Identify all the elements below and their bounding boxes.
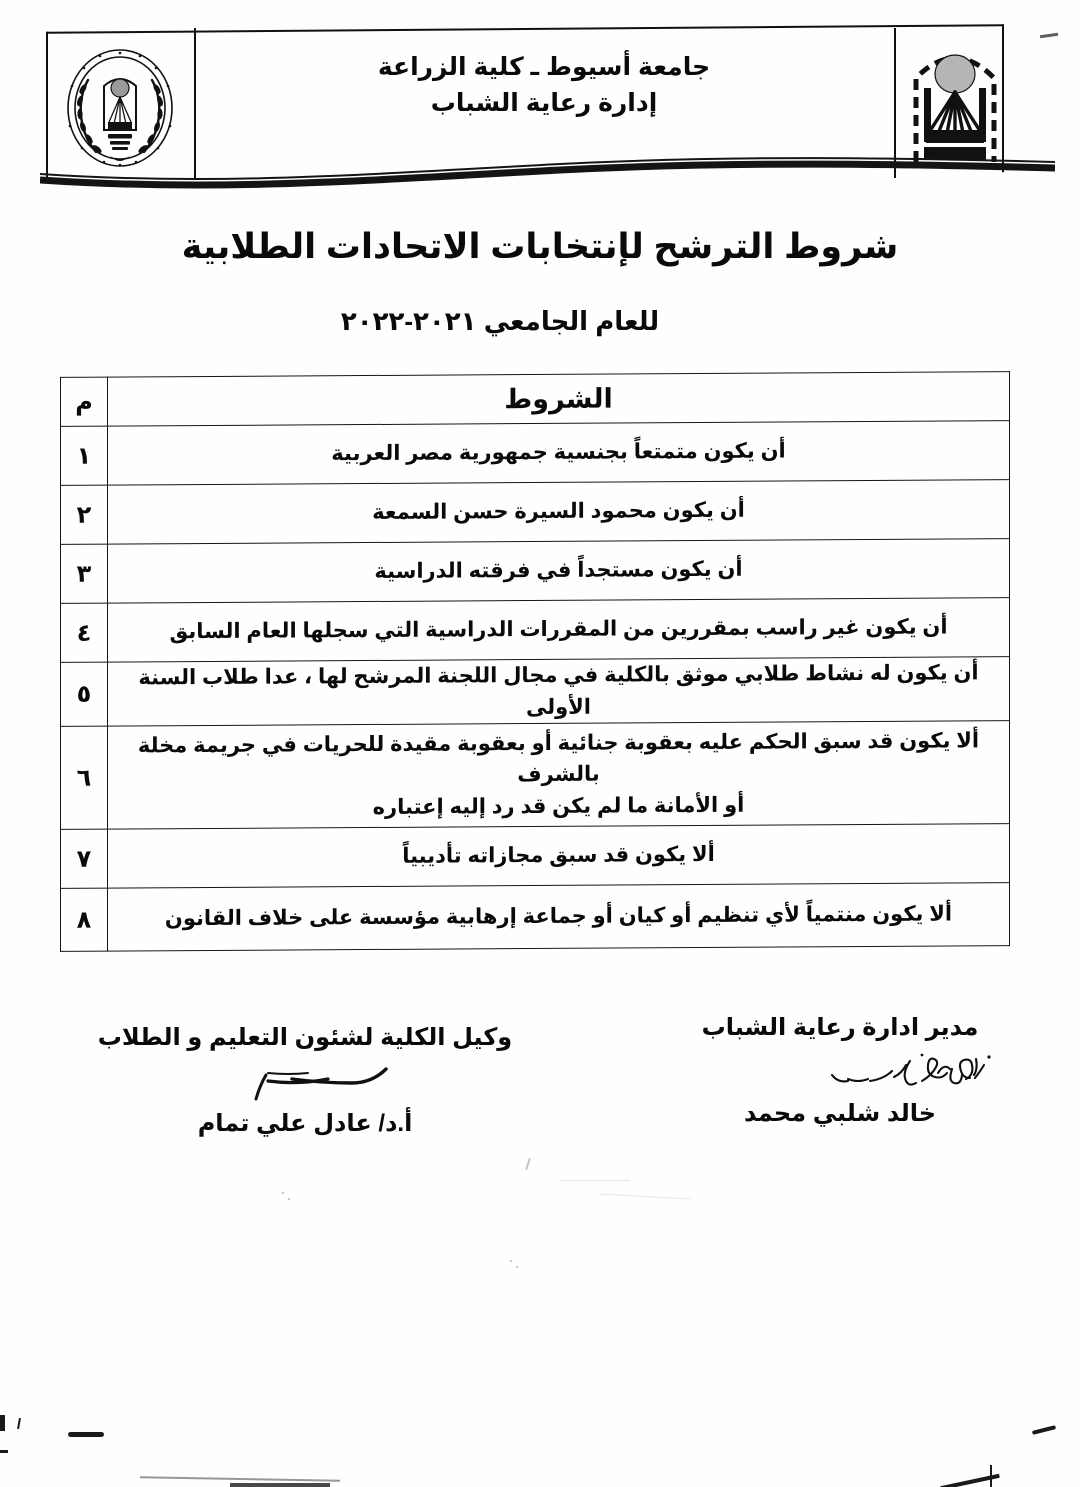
table-row [61,657,1010,727]
condition-text [108,721,1010,830]
table-row [61,480,1010,545]
condition-line-1: أن يكون متمتعاً بجنسية جمهورية مصر العربية [331,439,786,466]
signature-title: مدير ادارة رعاية الشباب [701,1014,979,1041]
handwritten-signature-icon [70,1053,540,1109]
condition-number: ٣ [61,544,108,603]
signature-block-youth-director [650,1012,1030,1128]
scan-edge-artifact [940,1474,1000,1487]
scan-artifact [516,1266,518,1268]
condition-number: ٦ [61,726,108,829]
page-title: شروط الترشح لإنتخابات الاتحادات الطلابية [181,227,899,266]
signature-block-vice-dean [70,1022,540,1138]
scan-edge-artifact [1032,1425,1056,1435]
table-row [61,721,1010,830]
handwritten-signature-icon [650,1043,1030,1099]
condition-line-1: أن يكون غير راسب بمقررين من المقررات الدراسية التي سجلها العام السابق [169,615,948,644]
header-conditions: الشروط [108,372,1010,427]
condition-text [108,883,1010,952]
condition-line-1: أن يكون له نشاط طلابي موثق بالكلية في مجال اللجنة المرشح لها ، عدا طلاب السنة الأولى [138,661,979,719]
scan-edge-artifact [0,1450,8,1453]
letterhead-divider-right [894,28,896,178]
scan-edge-artifact [17,1418,21,1429]
letterhead-text [196,50,892,121]
condition-line-1: ألا يكون قد سبق الحكم عليه بعقوبة جنائية أو بعقوبة مقيدة للحريات في جريمة مخلة بالشرف [137,729,980,787]
table-row [61,598,1010,663]
condition-line-2: أو الأمانة ما لم يكن قد رد إليه إعتباره [372,793,745,819]
condition-line-1: أن يكون مستجداً في فرقته الدراسية [374,557,743,584]
condition-line-1: ألا يكون قد سبق مجازاته تأديبياً [402,843,715,869]
condition-line-1: ألا يكون منتمياً لأي تنظيم أو كيان أو جماعة إرهابية مؤسسة على خلاف القانون [164,902,953,931]
scan-edge-artifact [0,1415,5,1431]
scan-artifact [288,1198,290,1200]
condition-text [108,598,1010,663]
scan-artifact [600,1194,690,1200]
header-number: م [61,377,108,426]
signature-name: خالد شلبي محمد [743,1100,937,1128]
condition-number: ٤ [61,603,108,662]
condition-line-1: أن يكون محمود السيرة حسن السمعة [372,498,745,525]
condition-text [108,824,1010,889]
condition-text [108,421,1010,486]
faculty-of-agriculture-seal-icon [52,36,188,176]
table-header-row [61,372,1010,427]
letterhead-line-1: جامعة أسيوط ـ كلية الزراعة [377,53,711,81]
condition-number: ٢ [61,485,108,544]
condition-number: ٨ [61,888,108,951]
assiut-university-emblem-icon [900,30,1010,170]
scan-edge-artifact [230,1483,330,1487]
table-row [61,539,1010,604]
page-subtitle: للعام الجامعي ٢٠٢١-٢٠٢٢ [340,306,660,336]
scan-artifact [525,1158,531,1170]
letterhead-line-2: إدارة رعاية الشباب [430,88,658,117]
table-row [61,883,1010,952]
condition-number: ١ [61,426,108,485]
scan-artifact [282,1192,284,1194]
condition-text [108,539,1010,604]
condition-text [108,657,1010,727]
scan-artifact [560,1180,630,1181]
scan-edge-artifact [140,1476,340,1481]
condition-number: ٥ [61,662,108,726]
conditions-table [60,371,1010,952]
table-row [61,824,1010,889]
scan-edge-artifact [990,1465,992,1487]
condition-number: ٧ [61,829,108,888]
signature-title: وكيل الكلية لشئون التعليم و الطلاب [97,1024,513,1051]
scan-artifact [510,1260,512,1262]
scan-edge-artifact [68,1432,104,1437]
letterhead [46,28,1004,176]
scan-edge-artifact [1040,33,1058,38]
signature-name: أ.د/ عادل علي تمام [197,1110,413,1138]
table-row [61,421,1010,486]
condition-text [108,480,1010,545]
